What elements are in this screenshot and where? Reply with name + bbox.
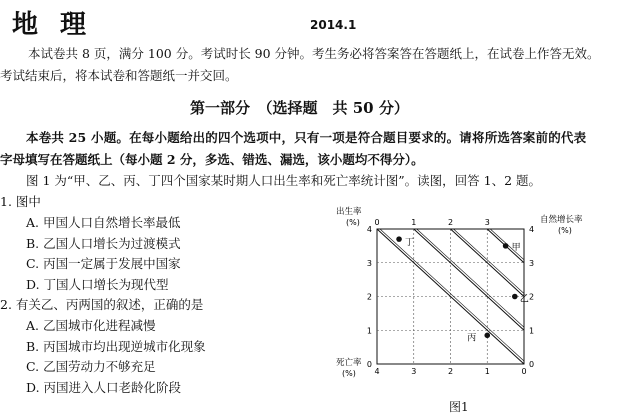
question-1-stem: 1. 图中	[0, 194, 41, 209]
top-tick-label: 3	[484, 218, 490, 227]
top-tick-label: 2	[447, 218, 454, 227]
y-axis-unit: (%)	[346, 218, 360, 227]
question-1-option-a: A. 甲国人口自然增长率最低	[26, 215, 181, 230]
right-axis-title: 自然增长率	[540, 215, 583, 225]
figure-intro: 图 1 为“甲、乙、丙、丁四个国家某时期人口出生率和死亡率统计图”。读图，回答 1、2 题。	[26, 173, 542, 188]
y-axis-title: 出生率	[336, 207, 362, 217]
right-axis-unit: (%)	[558, 226, 572, 235]
instructions-line-2: 考试结束后，将本试卷和答题纸一并交回。	[0, 68, 238, 83]
data-point-丙	[484, 333, 490, 339]
bottom-tick-label: 4	[374, 367, 380, 376]
question-2-stem: 2. 有关乙、丙两国的叙述，正确的是	[0, 297, 204, 312]
bottom-tick-label: 1	[484, 367, 490, 376]
left-tick-label: 1	[366, 326, 372, 336]
increase-line-outline	[454, 229, 525, 294]
question-1-option-b: B. 乙国人口增长为过渡模式	[26, 236, 181, 251]
right-tick-label: 0	[529, 360, 535, 369]
left-tick-label: 2	[366, 292, 372, 302]
bottom-tick-label: 3	[411, 367, 417, 376]
figure-1	[336, 205, 626, 399]
question-2-option-a: A. 乙国城市化进程减慢	[26, 318, 156, 333]
section-desc-line-2: 字母填写在答题纸上（每小题 2 分，多选、错选、漏选，该小题均不得分）。	[0, 152, 424, 167]
data-point-丁	[396, 236, 402, 242]
top-tick-label: 1	[411, 218, 417, 227]
question-1-option-d: D. 丁国人口增长为现代型	[26, 277, 169, 292]
right-tick-label: 1	[529, 326, 535, 336]
data-point-label: 甲	[511, 242, 521, 253]
left-tick-label: 0	[366, 360, 372, 369]
right-tick-label: 3	[529, 258, 535, 268]
data-point-label: 丙	[467, 333, 477, 344]
question-2-option-c: C. 乙国劳动力不够充足	[26, 359, 156, 374]
bottom-tick-label: 0	[521, 367, 527, 376]
x-axis-unit: (%)	[342, 369, 356, 378]
question-1-option-c: C. 丙国一定属于发展中国家	[26, 256, 181, 271]
increase-line-outline	[380, 229, 524, 361]
data-point-乙	[512, 294, 518, 300]
question-2-option-b: B. 丙国城市均出现逆城市化现象	[26, 339, 206, 354]
bottom-tick-label: 2	[447, 367, 454, 376]
data-point-label: 丁	[405, 238, 415, 249]
increase-line-outline	[417, 229, 524, 327]
population-chart	[336, 205, 626, 395]
left-tick-label: 4	[366, 225, 372, 234]
page-title: 地理	[12, 10, 109, 40]
section-desc-line-1: 本卷共 25 小题。在每小题给出的四个选项中，只有一项是符合题目要求的。请将所选答案前的代表	[26, 130, 587, 145]
left-tick-label: 3	[366, 258, 372, 268]
top-tick-label: 0	[374, 218, 380, 227]
section-title: 第一部分 （选择题 共 50 分）	[190, 99, 409, 117]
question-2-option-d: D. 丙国进入人口老龄化阶段	[26, 380, 182, 395]
right-tick-label: 2	[529, 292, 535, 302]
exam-date: 2014.1	[310, 18, 357, 32]
data-point-label: 乙	[519, 294, 529, 305]
right-tick-label: 4	[529, 225, 535, 234]
instructions-line-1: 本试卷共 8 页，满分 100 分。考试时长 90 分钟。考生务必将答案答在答题纸上，在试卷上作答无效。	[28, 46, 600, 61]
figure-caption: 图1	[449, 400, 469, 414]
x-axis-title: 死亡率	[336, 358, 362, 368]
data-point-甲	[503, 243, 509, 249]
